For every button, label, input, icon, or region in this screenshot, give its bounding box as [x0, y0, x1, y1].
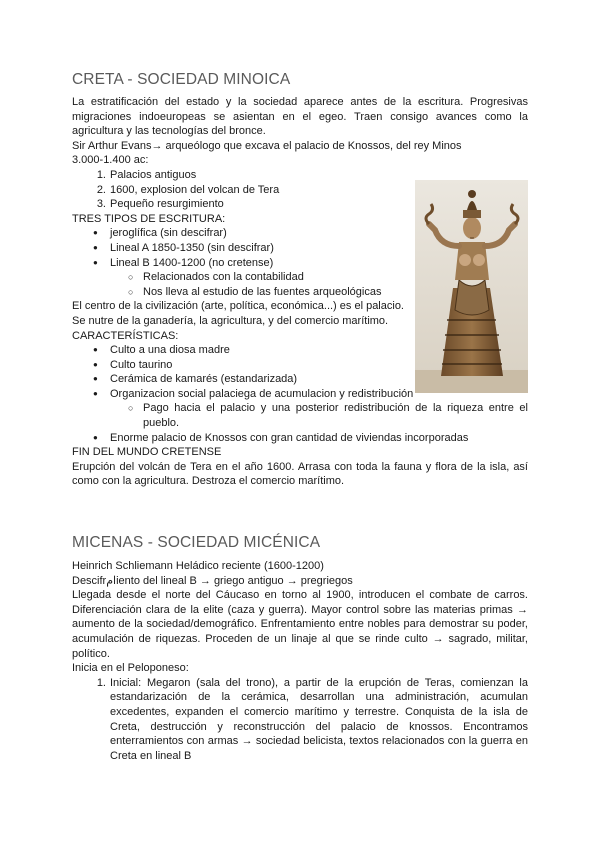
creta-intro: La estratificación del estado y la sociedad aparece antes de la escritura. Progresivas migraciones indoeuropeas se asientan en el egeo. Traen consigo avances como la agricultura y las tecnologías del bronce.	[72, 96, 528, 138]
evans-line: Sir Arthur Evans→ arqueólogo que excava el palacio de Knossos, del rey Minos	[72, 139, 462, 152]
list-item: ○ Pago hacia el palacio y una posterior redistribución de la riqueza entre el pueblo.	[128, 402, 528, 430]
list-item: ○ Relacionados con la contabilidad	[128, 271, 304, 284]
schliemann-line: Heinrich Schliemann Heládico reciente (1600-1200)	[72, 560, 324, 572]
list-item: ● Cerámica de kamarés (estandarizada)	[93, 373, 298, 386]
end-text: Erupción del volcán de Tera en el año 1600. Arrasa con toda la fauna y flora de la isla, así como con la agricultura. Destroza el comercio marítimo.	[72, 460, 528, 488]
lineal-b-line: Descifrامiento del lineal B → griego antiguo → pregriegos	[72, 574, 353, 587]
section-title-creta: CRETA - SOCIEDAD MINOICA	[72, 71, 291, 88]
list-item: ● Culto a una diosa madre	[93, 344, 230, 357]
peloponeso-line: Inicia en el Peloponeso:	[72, 662, 189, 675]
center-text: El centro de la civilización (arte, política, económica...) es el palacio.	[72, 300, 404, 313]
list-item: ● jeroglífica (sin descifrar)	[93, 227, 227, 240]
end-heading: FIN DEL MUNDO CRETENSE	[72, 446, 222, 459]
snake-goddess-figurine-icon	[415, 180, 528, 393]
list-item: 3. Pequeño resurgimiento	[96, 198, 224, 211]
micenas-body: Llegada desde el norte del Cáucaso en torno al 1900, introducen el combate de carros. Diferenciación clara de la elite (caza y guerra). Mayor control sobre las materias primas → aumento de la sociedad/demográfico. Enfrentamiento entre nobles para demostrar su poder, acumulación de riquezas. Proceden de un linaje al que se rinde culto → sagrado, militar, político.	[72, 589, 528, 660]
snake-goddess-image	[415, 180, 528, 393]
list-item: 1. Palacios antiguos	[96, 168, 197, 181]
list-item: ○ Nos lleva al estudio de las fuentes arqueológicas	[128, 285, 382, 298]
economy-text: Se nutre de la ganadería, la agricultura, y del comercio marítimo.	[72, 314, 389, 327]
list-item: 1. Inicial: Megaron (sala del trono), a partir de la erupción de Teras, comienzan la estandarización de la cerámica, desarrollan una administración, acumulan excedentes, expanden el comercio marítimo y terrestre. Conquista de la isla de Creta, destrucción y reconstrucción del palacio de knossos. Encontramos enterramientos con armas → sociedad belicista, textos relacionados con la guerra en Creta en lineal B	[96, 676, 528, 762]
list-item: ● Enorme palacio de Knossos con gran cantidad de viviendas incorporadas	[93, 431, 469, 444]
section-title-micenas: MICENAS - SOCIEDAD MICÉNICA	[72, 534, 321, 551]
micenas-content	[72, 559, 528, 763]
list-item: ● Culto taurino	[93, 358, 173, 371]
list-item: 2. 1600, explosion del volcan de Tera	[96, 183, 280, 196]
list-item: ● Organizacion social palaciega de acumulacion y redistribución	[93, 387, 414, 400]
list-item: ● Lineal B 1400-1200 (no cretense)	[93, 256, 274, 269]
list-item: ● Lineal A 1850-1350 (sin descifrar)	[93, 241, 274, 254]
micenas-phases	[72, 676, 528, 764]
scripts-heading: TRES TIPOS DE ESCRITURA:	[72, 212, 226, 225]
dates-line: 3.000-1.400 ac:	[72, 154, 149, 167]
features-heading: CARACTERÍSTICAS:	[72, 329, 179, 342]
